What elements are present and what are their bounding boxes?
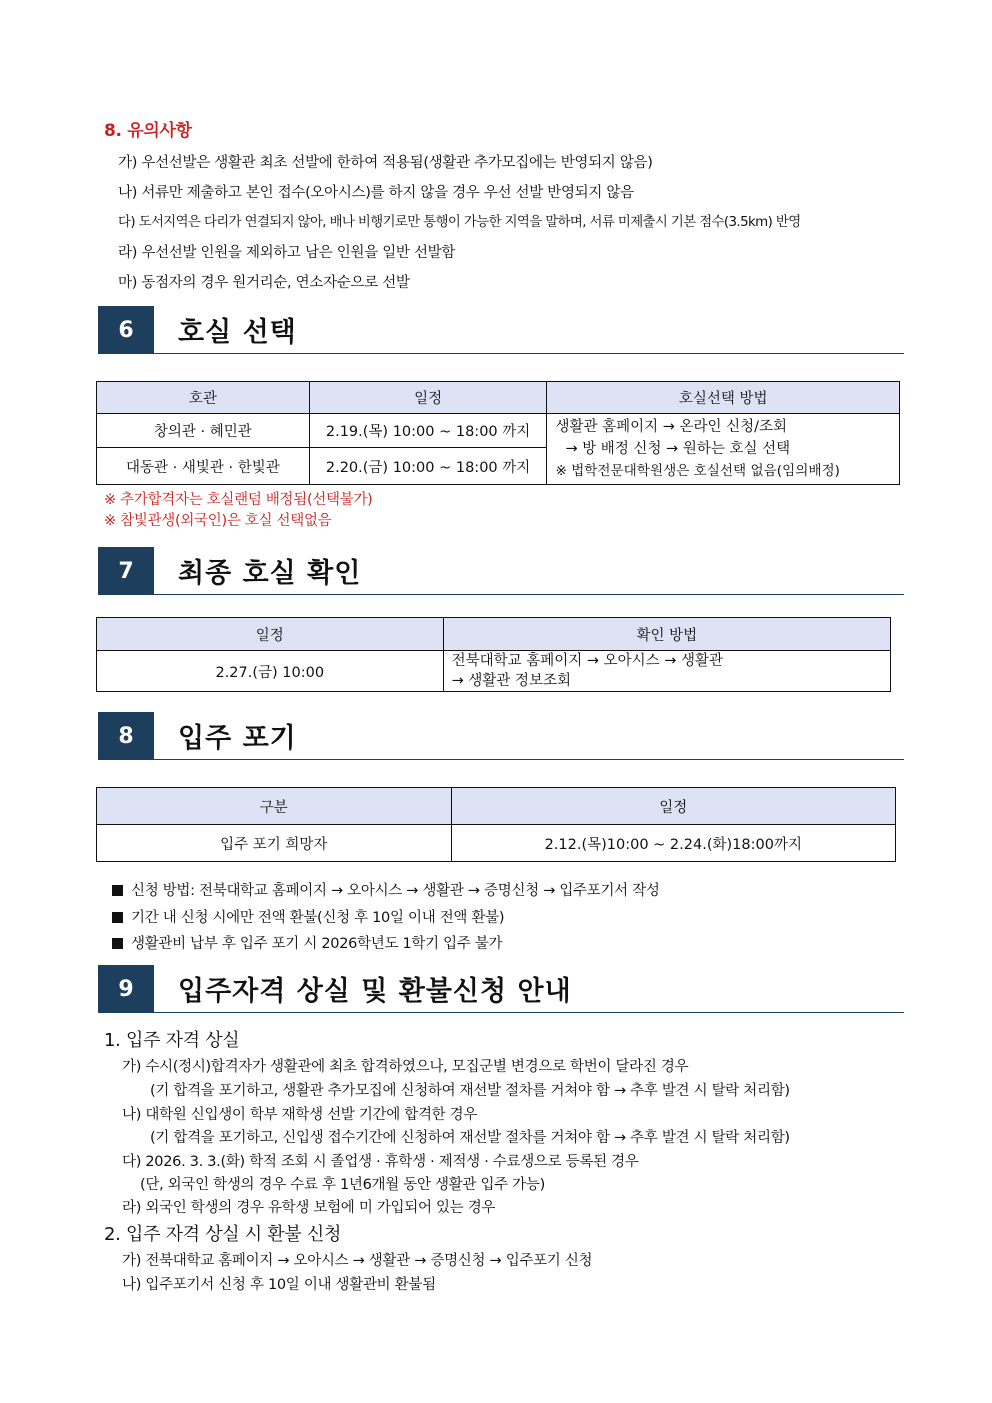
square-bullet-icon [112,938,123,949]
note-item: 마) 동점자의 경우 원거리순, 연소자순으로 선발 [118,275,410,291]
bullet-item [112,906,504,927]
notes-title: 8. 유의사항 [104,121,192,141]
item-line: 가) 수시(정시)합격자가 생활관에 최초 합격하였으나, 모집군별 변경으로 학번이 달라진 경우 [122,1059,689,1075]
table-header: 일정 [309,382,547,414]
section-title: 최종 호실 확인 [178,558,362,589]
hall-cell: 대동관 · 새빛관 · 한빛관 [97,448,310,485]
section-rule [154,353,904,354]
method-cell [443,651,890,692]
section-rule [154,1012,904,1013]
item-line: (기 합격을 포기하고, 생활관 추가모집에 신청하여 재선발 절차를 거쳐야 함 → 추후 발견 시 탈락 처리함) [150,1083,790,1099]
method-line: → 방 배정 신청 → 원하는 호실 선택 [565,441,791,457]
item-line: 다) 2026. 3. 3.(화) 학적 조회 시 졸업생 · 휴학생 · 제적생 · 수료생으로 등록된 경우 [122,1154,639,1170]
section-rule [154,594,904,595]
label-cell: 입주 포기 희망자 [97,825,452,862]
item-line: 라) 외국인 학생의 경우 유학생 보험에 미 가입되어 있는 경우 [122,1200,496,1216]
method-line: → 생활관 정보조회 [451,673,571,689]
item-line: (기 합격을 포기하고, 신입생 접수기간에 신청하여 재선발 절차를 거쳐야 함 → 추후 발견 시 탈락 처리함) [150,1130,790,1146]
table-header: 구분 [97,788,452,825]
date-cell: 2.19.(목) 10:00 ~ 18:00 까지 [309,414,547,448]
section-title: 호실 선택 [178,317,297,348]
section-number: 8 [98,712,154,760]
item-line: 나) 대학원 신입생이 학부 재학생 선발 기간에 합격한 경우 [122,1107,478,1123]
subheading: 2. 입주 자격 상실 시 환불 신청 [104,1224,342,1245]
note-item: 가) 우선선발은 생활관 최초 선발에 한하여 적용됨(생활관 추가모집에는 반영되지 않음) [118,155,653,171]
bullet-text: 기간 내 신청 시에만 전액 환불(신청 후 10일 이내 전액 환불) [131,910,505,926]
square-bullet-icon [112,912,123,923]
date-cell: 2.27.(금) 10:00 [97,651,444,692]
section-rule [154,759,904,760]
bullet-text: 신청 방법: 전북대학교 홈페이지 → 오아시스 → 생활관 → 증명신청 → 입주포기서 작성 [131,883,660,899]
item-line: (단, 외국인 학생의 경우 수료 후 1년6개월 동안 생활관 입주 가능) [140,1177,545,1193]
section-title: 입주 포기 [178,723,297,754]
method-line: 생활관 홈페이지 → 온라인 신청/조회 [555,419,788,435]
room-selection-table [96,381,900,485]
hall-cell: 창의관 · 혜민관 [97,414,310,448]
section-6-header [98,306,904,354]
section-8-header [98,712,904,760]
section-number: 6 [98,306,154,354]
final-room-table [96,617,891,692]
subheading: 1. 입주 자격 상실 [104,1030,240,1051]
square-bullet-icon [112,885,123,896]
method-line: 전북대학교 홈페이지 → 오아시스 → 생활관 [451,653,724,669]
note-item: 라) 우선선발 인원을 제외하고 남은 인원을 일반 선발함 [118,245,456,261]
red-note: ※ 참빛관생(외국인)은 호실 선택없음 [104,513,332,529]
section-number: 9 [98,965,154,1013]
table-header: 확인 방법 [443,618,890,651]
table-header: 일정 [451,788,895,825]
item-line: 가) 전북대학교 홈페이지 → 오아시스 → 생활관 → 증명신청 → 입주포기 신청 [122,1253,593,1269]
date-cell: 2.20.(금) 10:00 ~ 18:00 까지 [309,448,547,485]
section-7-header [98,547,904,595]
section-9-header [98,965,904,1013]
bullet-text: 생활관비 납부 후 입주 포기 시 2026학년도 1학기 입주 불가 [131,936,503,952]
bullet-item [112,879,660,900]
section-number: 7 [98,547,154,595]
method-line: ※ 법학전문대학원생은 호실선택 없음(임의배정) [555,463,840,479]
note-item: 다) 도서지역은 다리가 연결되지 않아, 배나 비행기로만 통행이 가능한 지역을 말하며, 서류 미제출시 기본 점수(3.5km) 반영 [118,215,801,230]
date-cell: 2.12.(목)10:00 ~ 2.24.(화)18:00까지 [451,825,895,862]
item-line: 나) 입주포기서 신청 후 10일 이내 생활관비 환불됨 [122,1277,436,1293]
bullet-item [112,932,502,953]
move-in-cancel-table [96,787,896,862]
red-note: ※ 추가합격자는 호실랜덤 배정됨(선택불가) [104,492,373,508]
table-header: 일정 [97,618,444,651]
method-cell [547,414,900,485]
note-item: 나) 서류만 제출하고 본인 접수(오아시스)를 하지 않을 경우 우선 선발 반영되지 않음 [118,185,634,201]
section-title: 입주자격 상실 및 환불신청 안내 [178,976,572,1007]
table-header: 호실선택 방법 [547,382,900,414]
table-header: 호관 [97,382,310,414]
